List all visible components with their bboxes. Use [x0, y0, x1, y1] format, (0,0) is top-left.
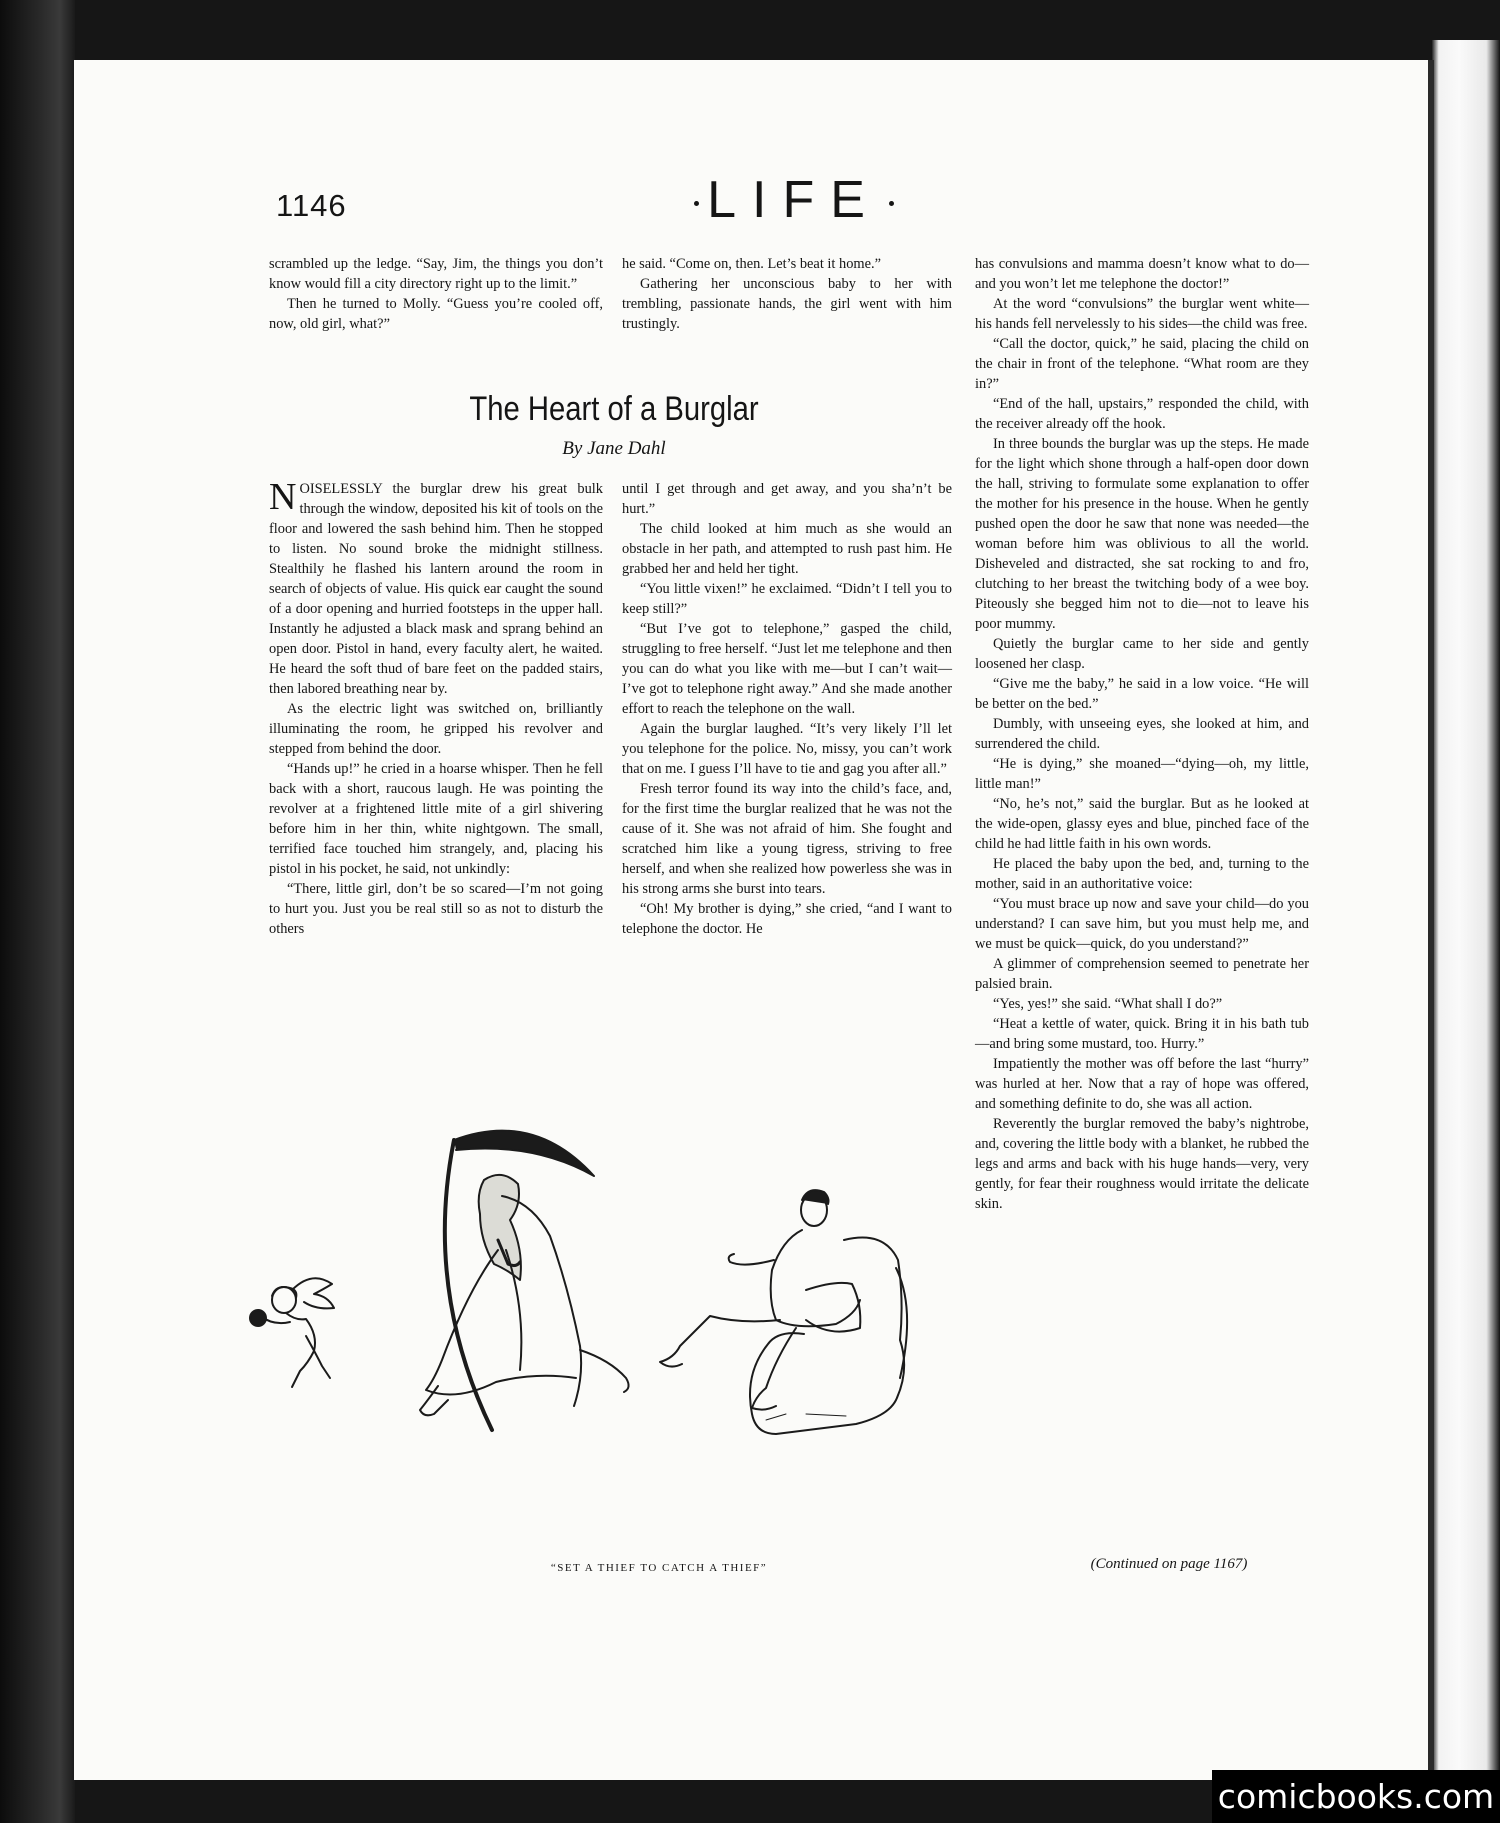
paragraph: “Call the doctor, quick,” he said, placing the child on the chair in front of the telephone. “What room are they in?”	[975, 336, 1309, 392]
paragraph: has convulsions and mamma doesn’t know what to do—and you won’t let me telephone the doctor!”	[975, 256, 1309, 292]
paragraph: “Give me the baby,” he said in a low voice. “He will be better on the bed.”	[975, 676, 1309, 712]
story-column-1	[269, 476, 603, 939]
continued-note: (Continued on page 1167)	[1090, 1556, 1248, 1572]
masthead-dot-left	[694, 201, 699, 206]
opening-text: OISELESSLY the burglar drew his great bulk through the window, deposited his kit of tools on the floor and lowered the sash behind him. Then he stopped to listen. No sound broke the midnight stillness. Stealthily he flashed his lantern around the room in search of objects of value. His quick ear caught the sound of a door opening and hurried footsteps in the upper hall. Instantly he adjusted a black mask and sprang behind an open door. Pistol in hand, every faculty alert, he waited. He heard the soft thud of bare feet on the padded stairs, then labored breathing near by.	[269, 481, 603, 697]
gentleman-in-armchair	[660, 1190, 907, 1434]
page-edge	[1428, 60, 1434, 1780]
paragraph: “You must brace up now and save your child—do you understand? I can save him, but you must help me, and we must be quick—quick, do you understand?”	[975, 896, 1309, 952]
byline: By Jane Dahl	[562, 438, 666, 459]
paragraph: In three bounds the burglar was up the steps. He made for the light which shone through a half-open door down the hall, striving to formulate some explanation to offer the mother for his presence in the house. When he gently pushed open the door he saw that none was needed—the woman before him was oblivious to all the world. Disheveled and distracted, she sat rocking to and fro, clutching to her breast the twitching body of a wee boy. Piteously she begged him not to die—not to leave his poor mummy.	[975, 436, 1309, 632]
paragraph: Dumbly, with unseeing eyes, she looked at him, and surrendered the child.	[975, 716, 1309, 752]
paragraph: “No, he’s not,” said the burglar. But as he looked at the wide-open, glassy eyes and blue, pinched face of the child he had little faith in his own words.	[975, 796, 1309, 852]
paragraph: “Heat a kettle of water, quick. Bring it in his bath tub—and bring some mustard, too. Hurry.”	[975, 1016, 1309, 1052]
story-illustration	[206, 1100, 996, 1460]
paragraph: “Hands up!” he cried in a hoarse whisper. Then he fell back with a short, raucous laugh. He was pointing the revolver at a frightened little mite of a girl shivering before him in her thin, white nightgown. The small, terrified face touched him strangely, and, placing his pistol in his pocket, he said, not unkindly:	[269, 761, 603, 877]
story-column-2	[622, 479, 952, 939]
masthead	[654, 170, 934, 230]
paragraph: scrambled up the ledge. “Say, Jim, the things you don’t know would fill a city directory right up to the limit.”	[269, 256, 603, 292]
paragraph: At the word “convulsions” the burglar went white—his hands fell nervelessly to his sides—the child was free.	[975, 296, 1309, 332]
story-title: The Heart of a Burglar	[469, 390, 759, 428]
paragraph: “He is dying,” she moaned—“dying—oh, my little, little man!”	[975, 756, 1309, 792]
paragraph: “Yes, yes!” she said. “What shall I do?”	[993, 996, 1223, 1012]
magazine-page	[74, 60, 1430, 1780]
opening-paragraph	[269, 476, 603, 699]
masthead-dot-right	[889, 201, 894, 206]
paragraph: Quietly the burglar came to her side and gently loosened her clasp.	[975, 636, 1309, 672]
paragraph: “You little vixen!” he exclaimed. “Didn’t I tell you to keep still?”	[622, 581, 952, 617]
masthead-title: LIFE	[707, 171, 881, 229]
paragraph: he said. “Come on, then. Let’s beat it home.”	[622, 256, 881, 272]
illustration-caption: “SET A THIEF TO CATCH A THIEF”	[550, 1562, 768, 1574]
paragraph: He placed the baby upon the bed, and, turning to the mother, said in an authoritative voice:	[975, 856, 1309, 892]
paragraph: “Oh! My brother is dying,” she cried, “and I want to telephone the doctor. He	[622, 901, 952, 937]
cupid-figure	[250, 1278, 334, 1387]
paragraph: Again the burglar laughed. “It’s very likely I’ll let you telephone for the police. No, missy, you can’t work that on me. I guess I’ll have to tie and gag you after all.”	[622, 721, 952, 777]
paragraph: Reverently the burglar removed the baby’s nightrobe, and, covering the little body with a blanket, he rubbed the legs and arms and back with his huge hands—very, very gently, for fear their roughness would irritate the delicate skin.	[975, 1116, 1309, 1212]
story-column-3	[975, 254, 1309, 1214]
paragraph: “But I’ve got to telephone,” gasped the child, struggling to free herself. “Just let me telephone and then you can do what you like with me—but I can’t wait—I’ve got to telephone right away.” And she made another effort to reach the telephone on the wall.	[622, 621, 952, 717]
page-number: 1146	[276, 188, 347, 223]
previous-story-column-2	[622, 254, 952, 334]
paragraph: As the electric light was switched on, brilliantly illuminating the room, he gripped his revolver and stepped from behind the door.	[269, 701, 603, 757]
paragraph: Impatiently the mother was off before the last “hurry” was hurled at her. Now that a ray of hope was offered, and something definite to do, she was all action.	[975, 1056, 1309, 1112]
previous-story-column-1	[269, 254, 603, 334]
scan-border-left	[0, 0, 75, 1823]
paragraph: “End of the hall, upstairs,” responded the child, with the receiver already off the hook.	[975, 396, 1309, 432]
paragraph: Fresh terror found its way into the child’s face, and, for the first time the burglar realized that he was not the cause of it. She was not afraid of him. She fought and scratched him like a young tigress, striving to free herself, and when she realized how powerless she was in his strong arms she burst into tears.	[622, 781, 952, 897]
artist-signature	[766, 1414, 846, 1420]
paragraph: A glimmer of comprehension seemed to penetrate her palsied brain.	[975, 956, 1309, 992]
death-figure	[420, 1131, 629, 1430]
paragraph: Then he turned to Molly. “Guess you’re cooled off, now, old girl, what?”	[269, 296, 603, 332]
paragraph: “There, little girl, don’t be so scared—I’m not going to hurt you. Just you be real still so as not to disturb the others	[269, 881, 603, 937]
drop-cap: N	[269, 476, 297, 518]
paragraph: The child looked at him much as she would an obstacle in her path, and attempted to rush past him. He grabbed her and held her tight.	[622, 521, 952, 577]
scan-border-right	[1432, 40, 1500, 1780]
paragraph: until I get through and get away, and you sha’n’t be hurt.”	[622, 481, 952, 517]
paragraph: Gathering her unconscious baby to her with trembling, passionate hands, the girl went with him trustingly.	[622, 276, 952, 332]
site-watermark: comicbooks.com	[1212, 1770, 1500, 1823]
